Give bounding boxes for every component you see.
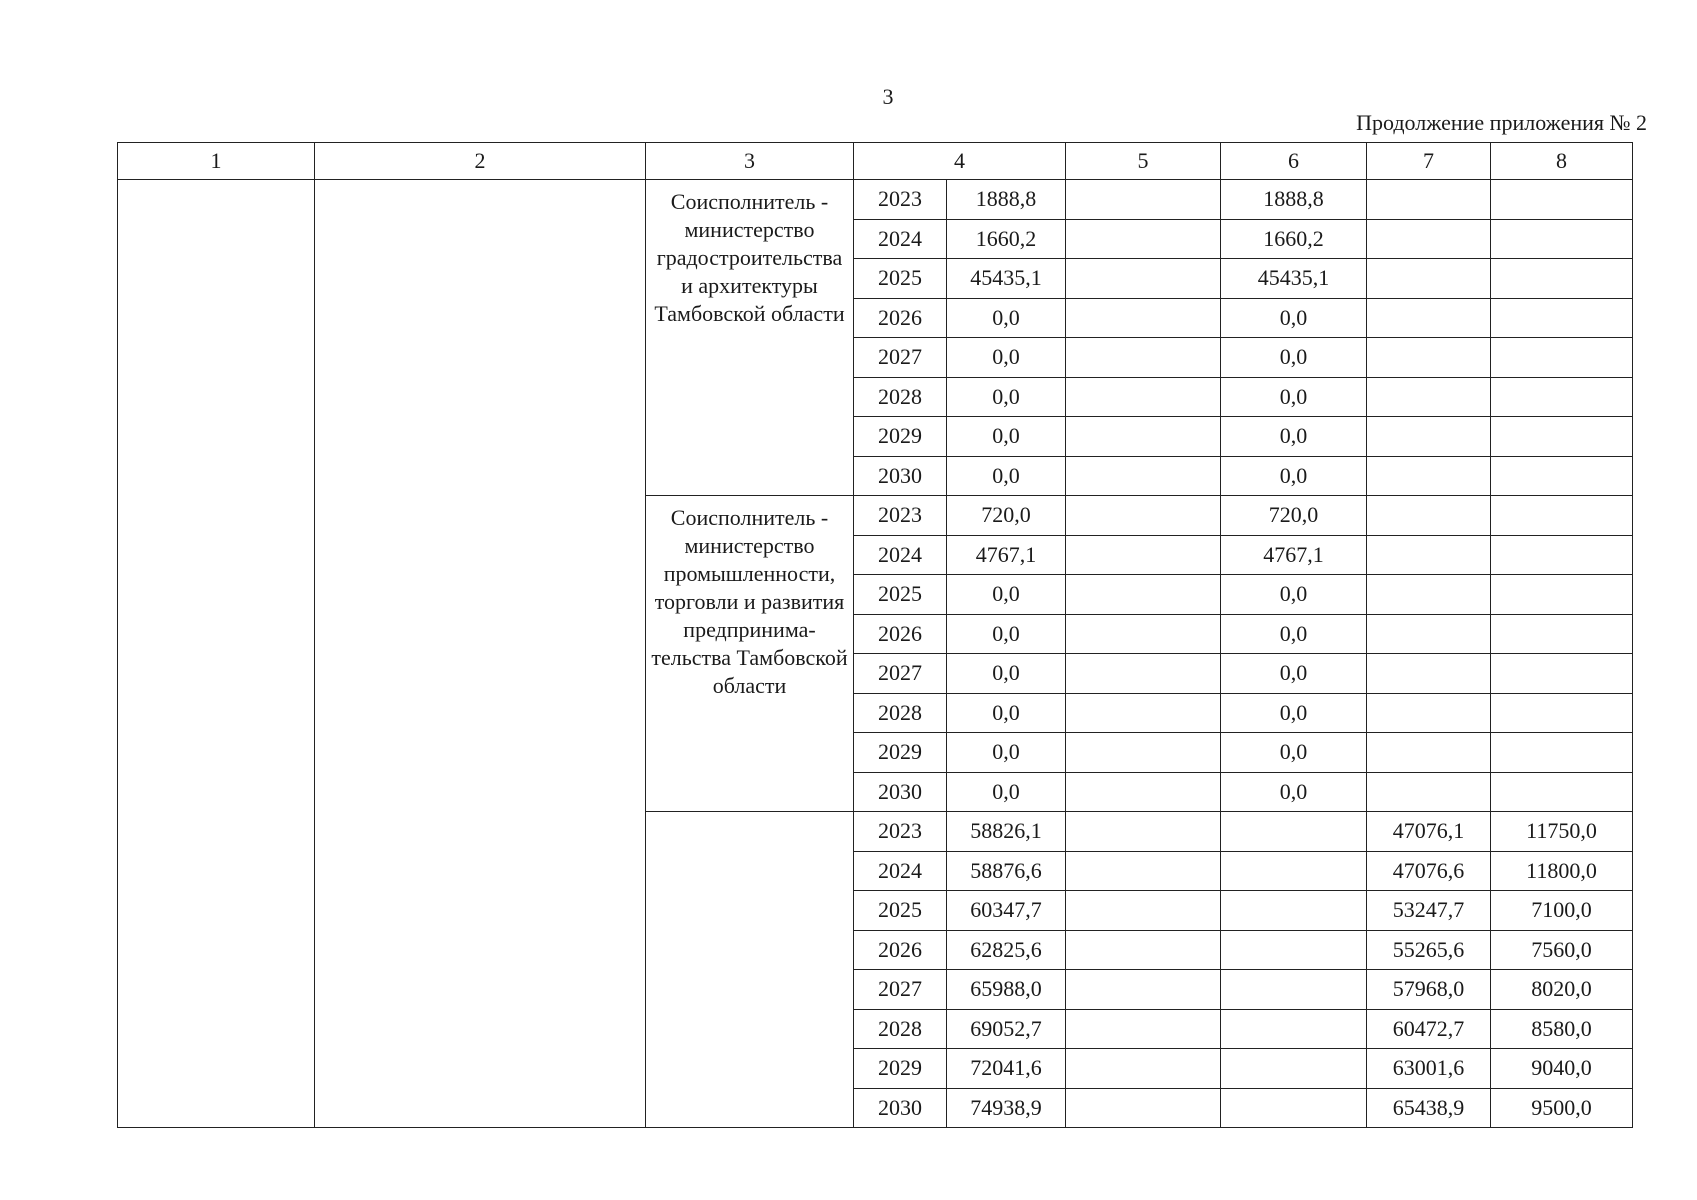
column-8-cell xyxy=(1491,417,1633,457)
header-cell-4: 4 xyxy=(854,143,1066,180)
header-cell-7: 7 xyxy=(1367,143,1491,180)
column-8-cell: 8580,0 xyxy=(1491,1009,1633,1049)
column-8-cell: 11800,0 xyxy=(1491,851,1633,891)
column-5-cell xyxy=(1066,180,1221,220)
total-amount-cell: 69052,7 xyxy=(947,1009,1066,1049)
column-8-cell xyxy=(1491,456,1633,496)
total-amount-cell: 45435,1 xyxy=(947,259,1066,299)
column-7-cell xyxy=(1367,298,1491,338)
column-8-cell xyxy=(1491,180,1633,220)
header-row xyxy=(118,143,1633,180)
column-8-cell xyxy=(1491,338,1633,378)
column-2-blank-cell xyxy=(315,180,646,1128)
column-8-cell: 9040,0 xyxy=(1491,1049,1633,1089)
column-6-cell: 1888,8 xyxy=(1221,180,1367,220)
column-5-cell xyxy=(1066,1088,1221,1128)
column-7-cell: 63001,6 xyxy=(1367,1049,1491,1089)
year-cell: 2025 xyxy=(854,259,947,299)
column-6-cell: 0,0 xyxy=(1221,733,1367,773)
column-7-cell xyxy=(1367,654,1491,694)
column-7-cell xyxy=(1367,575,1491,615)
total-amount-cell: 0,0 xyxy=(947,654,1066,694)
column-8-cell: 7100,0 xyxy=(1491,891,1633,931)
column-7-cell xyxy=(1367,377,1491,417)
column-5-cell xyxy=(1066,1049,1221,1089)
column-5-cell xyxy=(1066,891,1221,931)
header-cell-3: 3 xyxy=(646,143,854,180)
total-amount-cell: 1660,2 xyxy=(947,219,1066,259)
total-amount-cell: 0,0 xyxy=(947,456,1066,496)
year-cell: 2028 xyxy=(854,377,947,417)
column-7-cell: 53247,7 xyxy=(1367,891,1491,931)
column-8-cell xyxy=(1491,496,1633,536)
year-cell: 2028 xyxy=(854,693,947,733)
column-7-cell xyxy=(1367,417,1491,457)
year-cell: 2024 xyxy=(854,535,947,575)
appendix-continuation-note: Продолжение приложения № 2 xyxy=(1356,110,1647,135)
column-5-cell xyxy=(1066,733,1221,773)
column-6-cell: 0,0 xyxy=(1221,377,1367,417)
column-8-cell xyxy=(1491,259,1633,299)
year-cell: 2030 xyxy=(854,456,947,496)
header-cell-1: 1 xyxy=(118,143,315,180)
column-6-cell: 0,0 xyxy=(1221,772,1367,812)
column-5-cell xyxy=(1066,259,1221,299)
column-5-cell xyxy=(1066,338,1221,378)
column-8-cell: 8020,0 xyxy=(1491,970,1633,1010)
column-7-cell: 47076,6 xyxy=(1367,851,1491,891)
column-5-cell xyxy=(1066,614,1221,654)
header-cell-8: 8 xyxy=(1491,143,1633,180)
column-1-blank-cell xyxy=(118,180,315,1128)
column-5-cell xyxy=(1066,535,1221,575)
total-amount-cell: 720,0 xyxy=(947,496,1066,536)
total-amount-cell: 58826,1 xyxy=(947,812,1066,852)
column-8-cell xyxy=(1491,377,1633,417)
column-5-cell xyxy=(1066,417,1221,457)
year-cell: 2029 xyxy=(854,417,947,457)
column-8-cell: 9500,0 xyxy=(1491,1088,1633,1128)
column-6-cell: 45435,1 xyxy=(1221,259,1367,299)
column-5-cell xyxy=(1066,970,1221,1010)
column-7-cell: 57968,0 xyxy=(1367,970,1491,1010)
column-8-cell xyxy=(1491,733,1633,773)
year-cell: 2023 xyxy=(854,496,947,536)
total-amount-cell: 0,0 xyxy=(947,693,1066,733)
column-5-cell xyxy=(1066,851,1221,891)
column-7-cell xyxy=(1367,614,1491,654)
total-amount-cell: 74938,9 xyxy=(947,1088,1066,1128)
column-6-cell: 0,0 xyxy=(1221,654,1367,694)
column-7-cell: 60472,7 xyxy=(1367,1009,1491,1049)
column-6-cell: 0,0 xyxy=(1221,417,1367,457)
year-cell: 2023 xyxy=(854,180,947,220)
header-cell-2: 2 xyxy=(315,143,646,180)
total-amount-cell: 0,0 xyxy=(947,338,1066,378)
column-8-cell xyxy=(1491,654,1633,694)
total-amount-cell: 62825,6 xyxy=(947,930,1066,970)
total-amount-cell: 58876,6 xyxy=(947,851,1066,891)
column-6-cell: 720,0 xyxy=(1221,496,1367,536)
column-5-cell xyxy=(1066,772,1221,812)
year-cell: 2025 xyxy=(854,891,947,931)
column-7-cell: 65438,9 xyxy=(1367,1088,1491,1128)
column-7-cell xyxy=(1367,772,1491,812)
column-6-cell xyxy=(1221,930,1367,970)
year-cell: 2030 xyxy=(854,1088,947,1128)
column-6-cell xyxy=(1221,1088,1367,1128)
year-cell: 2026 xyxy=(854,298,947,338)
column-7-cell xyxy=(1367,180,1491,220)
table-body xyxy=(118,143,1633,1128)
funding-table xyxy=(117,142,1633,1128)
executor-cell xyxy=(646,812,854,1128)
column-6-cell xyxy=(1221,970,1367,1010)
column-8-cell xyxy=(1491,575,1633,615)
year-cell: 2027 xyxy=(854,970,947,1010)
column-5-cell xyxy=(1066,812,1221,852)
column-7-cell xyxy=(1367,693,1491,733)
column-7-cell: 47076,1 xyxy=(1367,812,1491,852)
column-7-cell xyxy=(1367,338,1491,378)
total-amount-cell: 65988,0 xyxy=(947,970,1066,1010)
column-6-cell: 0,0 xyxy=(1221,614,1367,654)
year-cell: 2023 xyxy=(854,812,947,852)
column-8-cell xyxy=(1491,614,1633,654)
total-amount-cell: 72041,6 xyxy=(947,1049,1066,1089)
total-amount-cell: 0,0 xyxy=(947,298,1066,338)
table-row xyxy=(118,180,1633,220)
year-cell: 2026 xyxy=(854,614,947,654)
year-cell: 2024 xyxy=(854,219,947,259)
column-5-cell xyxy=(1066,496,1221,536)
column-7-cell xyxy=(1367,733,1491,773)
column-5-cell xyxy=(1066,693,1221,733)
column-6-cell: 0,0 xyxy=(1221,298,1367,338)
total-amount-cell: 1888,8 xyxy=(947,180,1066,220)
column-5-cell xyxy=(1066,377,1221,417)
column-5-cell xyxy=(1066,298,1221,338)
column-8-cell: 11750,0 xyxy=(1491,812,1633,852)
total-amount-cell: 4767,1 xyxy=(947,535,1066,575)
year-cell: 2024 xyxy=(854,851,947,891)
column-6-cell xyxy=(1221,891,1367,931)
column-5-cell xyxy=(1066,456,1221,496)
column-8-cell xyxy=(1491,219,1633,259)
column-6-cell: 4767,1 xyxy=(1221,535,1367,575)
total-amount-cell: 0,0 xyxy=(947,377,1066,417)
total-amount-cell: 0,0 xyxy=(947,733,1066,773)
column-6-cell: 0,0 xyxy=(1221,693,1367,733)
column-7-cell xyxy=(1367,535,1491,575)
total-amount-cell: 0,0 xyxy=(947,614,1066,654)
total-amount-cell: 0,0 xyxy=(947,575,1066,615)
year-cell: 2030 xyxy=(854,772,947,812)
column-8-cell xyxy=(1491,772,1633,812)
column-7-cell xyxy=(1367,456,1491,496)
total-amount-cell: 0,0 xyxy=(947,772,1066,812)
year-cell: 2028 xyxy=(854,1009,947,1049)
year-cell: 2029 xyxy=(854,733,947,773)
column-6-cell xyxy=(1221,812,1367,852)
year-cell: 2027 xyxy=(854,654,947,694)
column-6-cell xyxy=(1221,1049,1367,1089)
column-8-cell xyxy=(1491,298,1633,338)
column-5-cell xyxy=(1066,654,1221,694)
column-7-cell xyxy=(1367,219,1491,259)
year-cell: 2027 xyxy=(854,338,947,378)
column-8-cell xyxy=(1491,693,1633,733)
column-6-cell xyxy=(1221,851,1367,891)
column-7-cell: 55265,6 xyxy=(1367,930,1491,970)
column-5-cell xyxy=(1066,930,1221,970)
column-7-cell xyxy=(1367,496,1491,536)
column-6-cell: 0,0 xyxy=(1221,456,1367,496)
column-8-cell xyxy=(1491,535,1633,575)
page-number: 3 xyxy=(882,84,894,109)
column-8-cell: 7560,0 xyxy=(1491,930,1633,970)
header-cell-6: 6 xyxy=(1221,143,1367,180)
column-5-cell xyxy=(1066,219,1221,259)
executor-cell: Соисполнитель - министерство градостроительства и архитектуры Тамбовской области xyxy=(646,180,854,496)
year-cell: 2025 xyxy=(854,575,947,615)
total-amount-cell: 60347,7 xyxy=(947,891,1066,931)
column-6-cell: 0,0 xyxy=(1221,338,1367,378)
total-amount-cell: 0,0 xyxy=(947,417,1066,457)
column-6-cell xyxy=(1221,1009,1367,1049)
column-5-cell xyxy=(1066,1009,1221,1049)
column-7-cell xyxy=(1367,259,1491,299)
column-6-cell: 1660,2 xyxy=(1221,219,1367,259)
year-cell: 2029 xyxy=(854,1049,947,1089)
executor-cell: Соисполнитель - министерство промышленности, торговли и развития предпринима-тельства Тамбовской области xyxy=(646,496,854,812)
header-cell-5: 5 xyxy=(1066,143,1221,180)
column-6-cell: 0,0 xyxy=(1221,575,1367,615)
column-5-cell xyxy=(1066,575,1221,615)
year-cell: 2026 xyxy=(854,930,947,970)
